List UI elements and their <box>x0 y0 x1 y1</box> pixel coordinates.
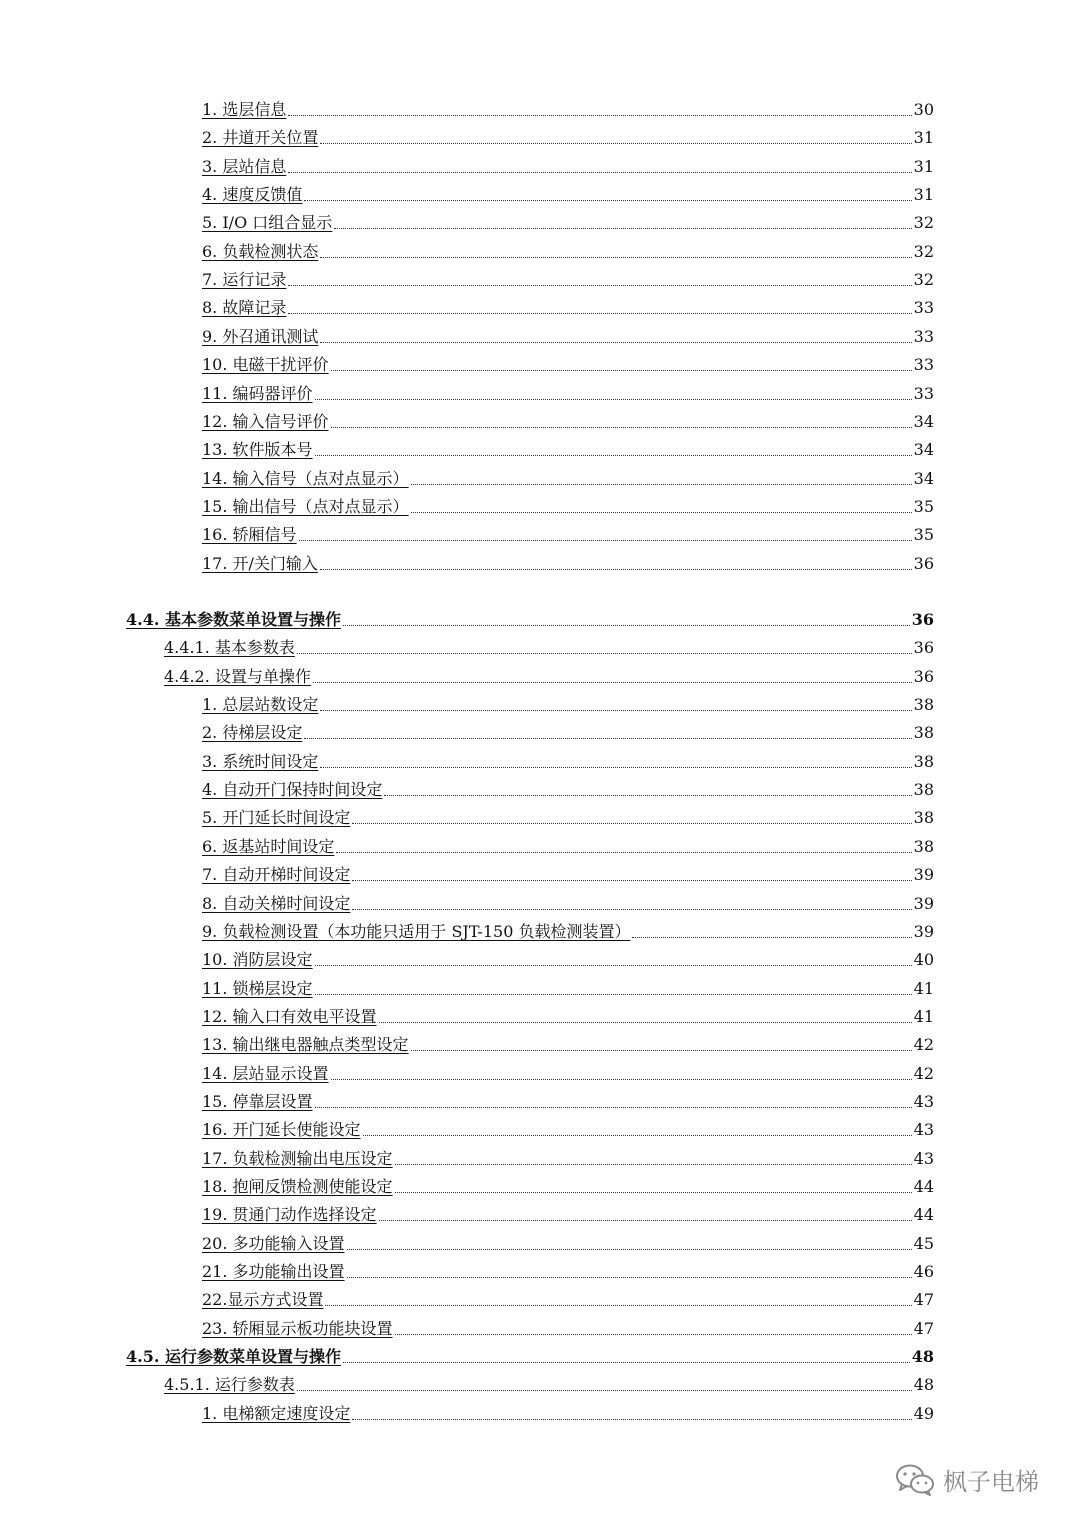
toc-entry-title[interactable]: 9. 负载检测设置（本功能只适用于 SJT-150 负载检测装置） <box>202 921 631 941</box>
toc-entry[interactable] <box>202 179 934 205</box>
toc-entry[interactable] <box>202 689 934 715</box>
toc-page-number: 31 <box>913 156 934 176</box>
toc-entry[interactable] <box>202 1398 934 1424</box>
toc-dot-leader <box>411 512 912 513</box>
toc-page-number: 39 <box>913 865 934 885</box>
toc-page-number: 45 <box>913 1233 934 1253</box>
toc-page-number: 38 <box>913 751 934 771</box>
toc-dot-leader <box>320 257 911 258</box>
toc-page-number: 34 <box>913 411 934 431</box>
toc-page-number: 48 <box>913 1375 934 1395</box>
toc-page-number: 35 <box>913 496 934 516</box>
toc-entry[interactable] <box>202 831 934 857</box>
toc-entry[interactable] <box>202 434 934 460</box>
toc-page-number: 36 <box>913 638 934 658</box>
toc-entry[interactable] <box>202 1228 934 1254</box>
toc-entry-title[interactable]: 17. 开/关门输入 <box>202 553 318 573</box>
toc-dot-leader <box>320 569 912 570</box>
toc-entry-title[interactable]: 11. 锁梯层设定 <box>202 978 313 998</box>
toc-entry-title[interactable]: 5. I/O 口组合显示 <box>202 213 333 233</box>
toc-page-number: 40 <box>913 950 934 970</box>
toc-entry-title[interactable]: 4.4.1. 基本参数表 <box>164 638 295 658</box>
toc-entry[interactable] <box>202 1256 934 1282</box>
toc-entry[interactable] <box>202 321 934 347</box>
toc-dot-leader <box>384 795 911 796</box>
toc-dot-leader <box>343 625 910 626</box>
toc-entry-title[interactable]: 6. 返基站时间设定 <box>202 836 335 856</box>
toc-entry-title[interactable]: 11. 编码器评价 <box>202 383 313 403</box>
toc-entry-title[interactable]: 7. 自动开梯时间设定 <box>202 865 351 885</box>
toc-dot-leader <box>395 1164 912 1165</box>
toc-entry-title[interactable]: 12. 输入口有效电平设置 <box>202 1006 377 1026</box>
toc-page-number: 49 <box>913 1403 934 1423</box>
toc-entry[interactable] <box>164 1369 934 1395</box>
toc-dot-leader <box>288 313 911 314</box>
toc-dot-leader <box>315 1107 912 1108</box>
toc-entry-title[interactable]: 3. 层站信息 <box>202 156 287 176</box>
toc-dot-leader <box>347 1249 912 1250</box>
toc-dot-leader <box>304 200 911 201</box>
toc-entry-title[interactable]: 15. 停靠层设置 <box>202 1091 313 1111</box>
toc-entry[interactable] <box>164 661 934 687</box>
toc-page-number: 32 <box>913 270 934 290</box>
toc-entry-title[interactable]: 10. 电磁干扰评价 <box>202 355 329 375</box>
toc-entry[interactable] <box>202 264 934 290</box>
toc-entry-title[interactable]: 4.4.2. 设置与单操作 <box>164 666 311 686</box>
toc-entry[interactable] <box>202 406 934 432</box>
toc-page-number: 44 <box>913 1205 934 1225</box>
toc-dot-leader <box>331 370 912 371</box>
toc-entry[interactable] <box>202 548 934 574</box>
toc-dot-leader <box>352 1419 911 1420</box>
toc-entry[interactable] <box>202 207 934 233</box>
toc-entry-title[interactable]: 22.显示方式设置 <box>202 1290 324 1310</box>
toc-dot-leader <box>352 823 911 824</box>
toc-entry[interactable] <box>202 122 934 148</box>
toc-dot-leader <box>315 455 912 456</box>
toc-entry-title[interactable]: 2. 待梯层设定 <box>202 723 303 743</box>
toc-entry[interactable] <box>164 632 934 658</box>
toc-dot-leader <box>411 484 912 485</box>
toc-page-number: 39 <box>913 893 934 913</box>
toc-dot-leader <box>379 1220 912 1221</box>
toc-entry[interactable] <box>126 604 934 630</box>
toc-page-number: 38 <box>913 836 934 856</box>
toc-entry-title[interactable]: 8. 自动关梯时间设定 <box>202 893 351 913</box>
toc-entry[interactable] <box>202 94 934 120</box>
toc-entry-title[interactable]: 5. 开门延长时间设定 <box>202 808 351 828</box>
toc-entry[interactable] <box>202 1199 934 1225</box>
toc-entry[interactable] <box>202 973 934 999</box>
toc-dot-leader <box>288 285 911 286</box>
toc-entry-title[interactable]: 17. 负载检测输出电压设定 <box>202 1148 393 1168</box>
toc-entry-title[interactable]: 18. 抱闸反馈检测使能设定 <box>202 1177 393 1196</box>
toc-dot-leader <box>288 172 911 173</box>
toc-entry-title[interactable]: 9. 外召通讯测试 <box>202 326 319 346</box>
toc-entry[interactable] <box>202 236 934 262</box>
toc-dot-leader <box>334 228 911 229</box>
toc-page-number: 38 <box>913 695 934 715</box>
toc-page-number: 36 <box>911 610 934 629</box>
toc-page-number: 42 <box>913 1035 934 1055</box>
toc-dot-leader <box>313 682 912 683</box>
toc-dot-leader <box>632 937 911 938</box>
toc-entry[interactable] <box>202 888 934 914</box>
toc-dot-leader <box>315 965 912 966</box>
toc-page-number: 47 <box>913 1290 934 1310</box>
toc-page-number: 35 <box>913 525 934 545</box>
toc-entry[interactable] <box>202 944 934 970</box>
toc-dot-leader <box>352 909 911 910</box>
toc-dot-leader <box>331 1079 912 1080</box>
toc-page-number: 30 <box>913 100 934 119</box>
toc-entry-title[interactable]: 6. 负载检测状态 <box>202 241 319 261</box>
toc-entry[interactable] <box>202 1114 934 1140</box>
toc-dot-leader <box>320 767 911 768</box>
toc-entry[interactable] <box>202 1029 934 1055</box>
toc-page-number: 34 <box>913 468 934 488</box>
toc-page-number: 48 <box>911 1347 934 1367</box>
toc-dot-leader <box>315 994 912 995</box>
watermark <box>895 1462 1039 1497</box>
toc-dot-leader <box>288 115 911 116</box>
toc-page-number: 34 <box>913 440 934 460</box>
toc-dot-leader <box>297 1390 912 1391</box>
toc-page-number: 31 <box>913 128 934 148</box>
toc-page-number: 43 <box>913 1120 934 1140</box>
toc-entry-title[interactable]: 16. 轿厢信号 <box>202 525 297 545</box>
watermark-text: 枫子电梯 <box>943 1468 1039 1496</box>
toc-dot-leader <box>320 342 911 343</box>
toc-dot-leader <box>347 1277 912 1278</box>
toc-entry-title[interactable]: 2. 井道开关位置 <box>202 128 319 148</box>
toc-entry-title[interactable]: 15. 输出信号（点对点显示） <box>202 496 409 516</box>
toc-page-number: 31 <box>913 185 934 205</box>
toc-dot-leader <box>320 710 911 711</box>
toc-entry-title[interactable]: 8. 故障记录 <box>202 298 287 318</box>
toc-page-number: 38 <box>913 723 934 743</box>
toc-entry[interactable] <box>202 463 934 489</box>
toc-page-number: 33 <box>913 298 934 318</box>
toc-entry-title[interactable]: 16. 开门延长使能设定 <box>202 1120 361 1140</box>
toc-entry[interactable] <box>202 1058 934 1084</box>
toc-page-number: 38 <box>913 808 934 828</box>
toc-dot-leader <box>331 427 912 428</box>
toc-entry-title[interactable]: 4.5.1. 运行参数表 <box>164 1375 295 1395</box>
toc-entry-title[interactable]: 1. 选层信息 <box>202 100 287 119</box>
toc-entry[interactable] <box>202 1171 934 1197</box>
toc-dot-leader <box>315 399 912 400</box>
toc-page-number: 32 <box>913 241 934 261</box>
toc-entry[interactable] <box>202 151 934 177</box>
toc-page-number: 41 <box>913 1006 934 1026</box>
toc-entry[interactable] <box>202 1086 934 1112</box>
toc-entry[interactable] <box>202 1313 934 1339</box>
toc-entry[interactable] <box>202 717 934 743</box>
toc-entry-title[interactable]: 1. 总层站数设定 <box>202 695 319 715</box>
toc-page-number: 33 <box>913 355 934 375</box>
toc-dot-leader <box>297 653 912 654</box>
toc-entry[interactable] <box>202 1284 934 1310</box>
toc-entry-title[interactable]: 3. 系统时间设定 <box>202 751 319 771</box>
toc-entry[interactable] <box>202 802 934 828</box>
toc-entry-title[interactable]: 19. 贯通门动作选择设定 <box>202 1205 377 1225</box>
toc-dot-leader <box>304 738 911 739</box>
toc-dot-leader <box>352 880 911 881</box>
toc-page-number: 46 <box>913 1262 934 1282</box>
toc-entry[interactable] <box>202 349 934 375</box>
toc-entry-title[interactable]: 10. 消防层设定 <box>202 950 313 970</box>
toc-page-number: 36 <box>913 666 934 686</box>
toc-entry-title[interactable]: 4.4. 基本参数菜单设置与操作 <box>126 610 341 629</box>
toc-entry[interactable] <box>202 916 934 942</box>
toc-page-number: 33 <box>913 383 934 403</box>
toc-entry[interactable] <box>202 378 934 404</box>
toc-entry-title[interactable]: 20. 多功能输入设置 <box>202 1233 345 1253</box>
toc-entry-title[interactable]: 12. 输入信号评价 <box>202 411 329 431</box>
toc-dot-leader <box>299 540 912 541</box>
toc-page-number: 41 <box>913 978 934 998</box>
toc-entry[interactable] <box>202 774 934 800</box>
toc-dot-leader <box>320 143 911 144</box>
toc-page-number: 43 <box>913 1091 934 1111</box>
toc-page-number: 44 <box>913 1177 934 1196</box>
toc-entry[interactable] <box>126 1341 934 1367</box>
toc-dot-leader <box>411 1050 912 1051</box>
wechat-icon <box>895 1463 935 1497</box>
toc-dot-leader <box>343 1362 910 1363</box>
toc-dot-leader <box>395 1334 912 1335</box>
toc-dot-leader <box>363 1135 912 1136</box>
toc-page-number: 43 <box>913 1148 934 1168</box>
toc-entry-title[interactable]: 21. 多功能输出设置 <box>202 1262 345 1282</box>
toc-entry[interactable] <box>202 519 934 545</box>
toc-page-number: 38 <box>913 780 934 800</box>
toc-entry-title[interactable]: 1. 电梯额定速度设定 <box>202 1403 351 1423</box>
toc-page-number: 33 <box>913 326 934 346</box>
toc-dot-leader <box>379 1022 912 1023</box>
toc-entry-title[interactable]: 13. 软件版本号 <box>202 440 313 460</box>
toc-entry[interactable] <box>202 491 934 517</box>
toc-page-number: 47 <box>913 1318 934 1338</box>
toc-entry-title[interactable]: 14. 层站显示设置 <box>202 1063 329 1083</box>
toc-entry-title[interactable]: 4. 速度反馈值 <box>202 185 303 205</box>
toc-entry-title[interactable]: 13. 输出继电器触点类型设定 <box>202 1035 409 1055</box>
toc-entry[interactable] <box>202 1001 934 1027</box>
toc-entry[interactable] <box>202 859 934 885</box>
toc-entry-title[interactable]: 4. 自动开门保持时间设定 <box>202 780 383 800</box>
toc-dot-leader <box>336 852 911 853</box>
toc-entry[interactable] <box>202 292 934 318</box>
toc-entry-title[interactable]: 23. 轿厢显示板功能块设置 <box>202 1318 393 1338</box>
toc-page-number: 32 <box>913 213 934 233</box>
toc-entry-title[interactable]: 4.5. 运行参数菜单设置与操作 <box>126 1347 341 1367</box>
toc-dot-leader <box>325 1305 911 1306</box>
toc-entry[interactable] <box>202 1143 934 1169</box>
toc-page-number: 42 <box>913 1063 934 1083</box>
toc-page-number: 36 <box>913 553 934 573</box>
toc-entry-title[interactable]: 7. 运行记录 <box>202 270 287 290</box>
toc-dot-leader <box>395 1192 912 1193</box>
toc-entry-title[interactable]: 14. 输入信号（点对点显示） <box>202 468 409 488</box>
toc-page-number: 39 <box>913 921 934 941</box>
toc-entry[interactable] <box>202 746 934 772</box>
